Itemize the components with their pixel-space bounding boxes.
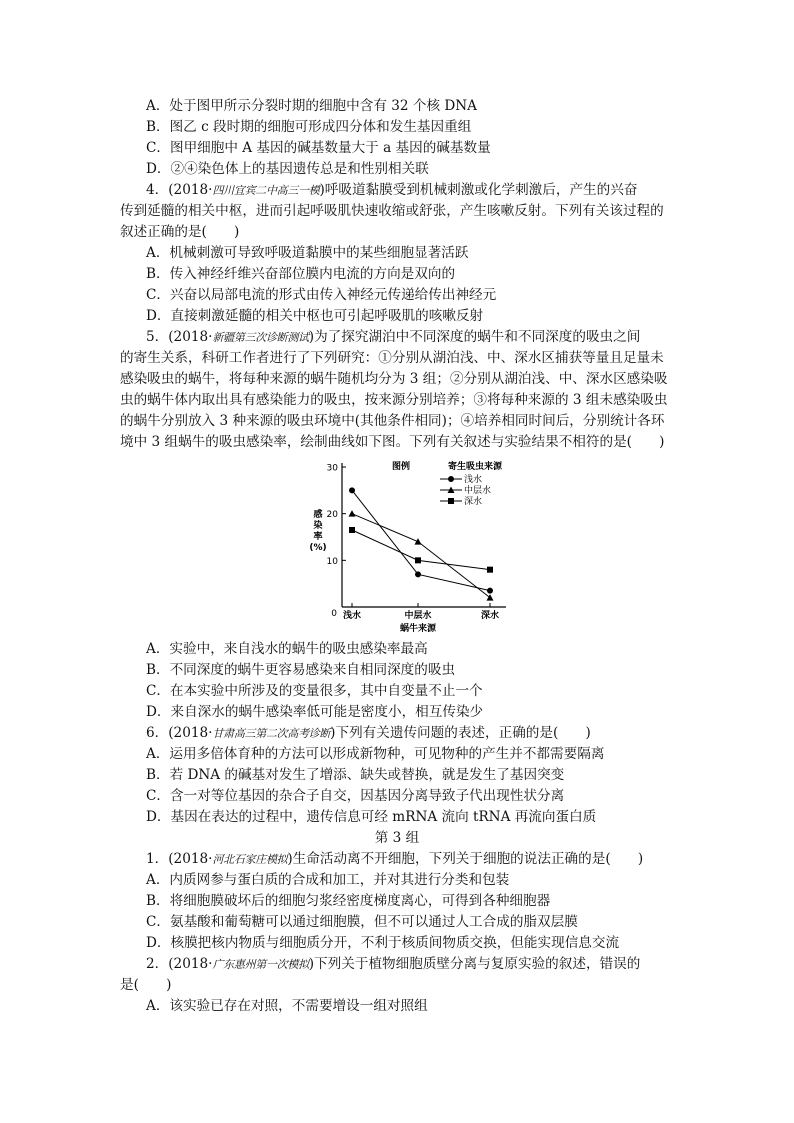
q4-stem-line2: 传到延髓的相关中枢，进而引起呼吸肌快速收缩或舒张，产生咳嗽反射。下列有关该过程的 <box>120 203 664 219</box>
g3q1-source: 河北石家庄模拟 <box>212 853 288 866</box>
g3q1-option-d: D．核膜把核内物质与细胞质分开，不利于核质间物质交换，但能实现信息交流 <box>146 935 620 951</box>
q5-stem-line4: 虫的蜗牛体内取出具有感染能力的吸虫，按来源分别培养；③将每种来源的 3 组未感染吸虫 <box>120 392 668 408</box>
data-point-series-2 <box>349 510 356 517</box>
q4-number: 4．(2018· <box>146 182 213 198</box>
data-point-series-2 <box>415 538 422 545</box>
g3q2-source: 广东惠州第一次模拟 <box>212 958 309 971</box>
g3q1-option-b: B．将细胞膜破坏后的细胞匀浆经密度梯度离心，可得到各种细胞器 <box>146 893 551 909</box>
q3-option-c: C．图甲细胞中 A 基因的碱基数量大于 a 基因的碱基数量 <box>146 140 491 156</box>
g3q2-stem-line2: 是( ) <box>120 977 172 993</box>
g3q1-option-a: A．内质网参与蛋白质的合成和加工，并对其进行分类和包装 <box>146 872 510 888</box>
q5-stem-line5: 的蜗牛分别放入 3 种来源的吸虫环境中(其他条件相同)；④培养相同时间后，分别统计各环 <box>120 413 665 429</box>
data-point-series-3 <box>487 567 493 573</box>
y-tick-label: 10 <box>326 556 338 567</box>
g3q2-stem-line1 <box>146 954 706 975</box>
q5-source: 新疆第三次诊断测试 <box>212 331 309 344</box>
g3q1-option-c: C．氨基酸和葡萄糖可以通过细胞膜，但不可以通过人工合成的脂双层膜 <box>146 914 578 930</box>
q5-option-d: D．来自深水的蜗牛感染率低可能是密度小，相互传染少 <box>146 704 484 720</box>
q4-option-d: D．直接刺激延髓的相关中枢也可引起呼吸肌的咳嗽反射 <box>146 308 484 324</box>
q6-option-d: D．基因在表达的过程中，遗传信息可经 mRNA 流向 tRNA 再流向蛋白质 <box>146 809 597 825</box>
q5-option-b: B．不同深度的蜗牛更容易感染来自相同深度的吸虫 <box>146 662 456 678</box>
data-point-series-1 <box>487 588 493 594</box>
group-heading: 第 3 组 <box>374 830 420 846</box>
data-point-series-3 <box>349 527 355 533</box>
y-axis-label: 感 <box>313 510 323 520</box>
q6-text: )下列有关遗传问题的表述，正确的是( ) <box>330 725 591 741</box>
q5-text: )为了探究湖泊中不同深度的蜗牛和不同深度的吸虫之间 <box>308 329 641 345</box>
q5-stem-line2: 的寄生关系，科研工作者进行了下列研究：①分别从湖泊浅、中、深水区捕获等量且足量未 <box>120 350 664 366</box>
legend-entry: 浅水 <box>464 475 483 485</box>
q4-text: )呼吸道黏膜受到机械刺激或化学刺激后，产生的兴奋 <box>319 182 638 198</box>
series-line-2 <box>352 514 490 598</box>
q4-stem-line1 <box>146 180 706 201</box>
g3q1-number: 1．(2018· <box>146 851 213 867</box>
legend-entry: 中层水 <box>464 486 492 496</box>
legend-marker <box>448 476 454 482</box>
y-tick-label: 20 <box>326 510 338 521</box>
y-tick-label: 30 <box>326 463 338 474</box>
x-tick-label: 深水 <box>480 611 500 621</box>
legend-subtitle: 寄生吸虫来源 <box>448 462 503 472</box>
g3q1-text: )生命活动离不开细胞，下列关于细胞的说法正确的是( ) <box>287 851 644 867</box>
q6-source: 甘肃高三第二次高考诊断 <box>212 727 331 740</box>
q5-stem-line6: 境中 3 组蜗牛的吸虫感染率，绘制曲线如下图。下列有关叙述与实验结果不相符的是( ) <box>120 434 665 450</box>
series-line-3 <box>352 530 490 570</box>
q6-number: 6．(2018· <box>146 725 213 741</box>
q5-stem-line3: 感染吸虫的蜗牛，将每种来源的蜗牛随机均分为 3 组；②分别从湖泊浅、中、深水区感染吸 <box>120 371 668 387</box>
q4-source: 四川宜宾二中高三一模 <box>212 184 320 197</box>
legend-marker <box>448 498 454 504</box>
legend-title: 图例 <box>392 462 411 472</box>
q3-option-d: D．②④染色体上的基因遗传总是和性别相关联 <box>146 161 429 177</box>
q5-stem-line1 <box>146 327 706 348</box>
g3q2-number: 2．(2018· <box>146 956 213 972</box>
g3q2-text: )下列关于植物细胞质壁分离与复原实验的叙述，错误的 <box>308 956 641 972</box>
q6-stem-line1 <box>146 723 706 744</box>
q4-option-a: A．机械刺激可导致呼吸道黏膜中的某些细胞显著活跃 <box>146 245 469 261</box>
q5-number: 5．(2018· <box>146 329 213 345</box>
q5-option-c: C．在本实验中所涉及的变量很多，其中自变量不止一个 <box>146 683 483 699</box>
g3q1-stem-line1 <box>146 849 706 870</box>
q5-option-a: A．实验中，来自浅水的蜗牛的吸虫感染率最高 <box>146 641 428 657</box>
infection-rate-chart <box>300 455 530 635</box>
origin-label: 0 <box>331 609 337 619</box>
y-axis-label: (%) <box>309 543 327 553</box>
data-point-series-1 <box>415 571 421 577</box>
data-point-series-3 <box>415 557 421 563</box>
x-axis-label: 蜗牛来源 <box>399 624 437 634</box>
y-axis-label: 率 <box>313 532 323 542</box>
q4-option-c: C．兴奋以局部电流的形式由传入神经元传递给传出神经元 <box>146 287 497 303</box>
q4-option-b: B．传入神经纤维兴奋部位膜内电流的方向是双向的 <box>146 266 456 282</box>
q3-option-b: B．图乙 c 段时期的细胞可形成四分体和发生基因重组 <box>146 119 472 135</box>
x-tick-label: 浅水 <box>342 611 362 621</box>
q6-option-b: B．若 DNA 的碱基对发生了增添、缺失或替换，就是发生了基因突变 <box>146 767 565 783</box>
q3-option-a: A．处于图甲所示分裂时期的细胞中含有 32 个核 DNA <box>146 98 477 114</box>
y-axis-label: 染 <box>313 521 323 531</box>
legend-entry: 深水 <box>464 497 483 507</box>
q6-option-c: C．含一对等位基因的杂合子自交，因基因分离导致子代出现性状分离 <box>146 788 565 804</box>
g3q2-option-a: A．该实验已存在对照，不需要增设一组对照组 <box>146 998 428 1014</box>
q4-stem-line3: 叙述正确的是( ) <box>120 224 240 240</box>
data-point-series-1 <box>349 487 355 493</box>
x-tick-label: 中层水 <box>404 611 432 621</box>
q6-option-a: A．运用多倍体育种的方法可以形成新物种，可见物种的产生并不都需要隔离 <box>146 746 605 762</box>
